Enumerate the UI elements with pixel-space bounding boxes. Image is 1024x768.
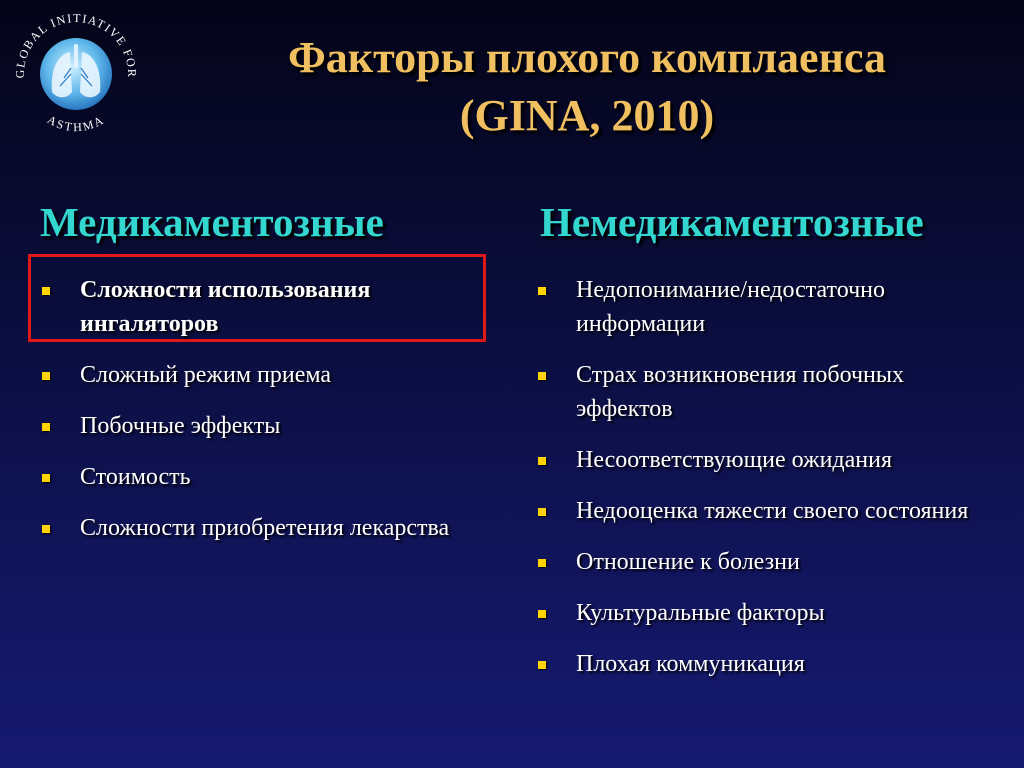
- bullet-icon: [538, 559, 546, 567]
- bullet-icon: [538, 287, 546, 295]
- list-item: Сложности использования ингаляторов: [40, 273, 490, 341]
- list-item: Плохая коммуникация: [536, 647, 1006, 681]
- list-item: Сложности приобретения лекарства: [40, 511, 490, 545]
- gina-logo: [10, 8, 142, 140]
- bullet-icon: [538, 610, 546, 618]
- bullet-icon: [42, 287, 50, 295]
- slide-title: Факторы плохого комплаенса: [287, 33, 887, 82]
- heading-medication: Медикаментозные: [40, 199, 384, 245]
- list-item: Недооценка тяжести своего состояния: [536, 494, 1006, 528]
- bullet-icon: [538, 457, 546, 465]
- bullet-icon: [538, 372, 546, 380]
- logo-text: GLOBAL INITIATIVE FOR: [12, 10, 140, 79]
- bullet-icon: [538, 508, 546, 516]
- bullet-icon: [538, 661, 546, 669]
- bullet-icon: [42, 525, 50, 533]
- list-item: Сложный режим приема: [40, 358, 490, 392]
- list-item: Стоимость: [40, 460, 490, 494]
- heading-non-medication: Немедикаментозные: [540, 199, 924, 245]
- list-item: Несоответствующие ожидания: [536, 443, 1006, 477]
- bullet-icon: [42, 372, 50, 380]
- list-item: Культуральные факторы: [536, 596, 1006, 630]
- svg-text:ASTHMA: ASTHMA: [44, 112, 108, 135]
- list-item: Страх возникновения побочных эффектов: [536, 358, 1006, 426]
- medication-factors-list: [40, 273, 490, 562]
- list-item: Побочные эффекты: [40, 409, 490, 443]
- bullet-icon: [42, 423, 50, 431]
- list-item: Недопонимание/недостаточно информации: [536, 273, 1006, 341]
- slide-subtitle: (GINA, 2010): [459, 91, 715, 140]
- list-item: Отношение к болезни: [536, 545, 1006, 579]
- non-medication-factors-list: [536, 273, 1006, 698]
- bullet-icon: [42, 474, 50, 482]
